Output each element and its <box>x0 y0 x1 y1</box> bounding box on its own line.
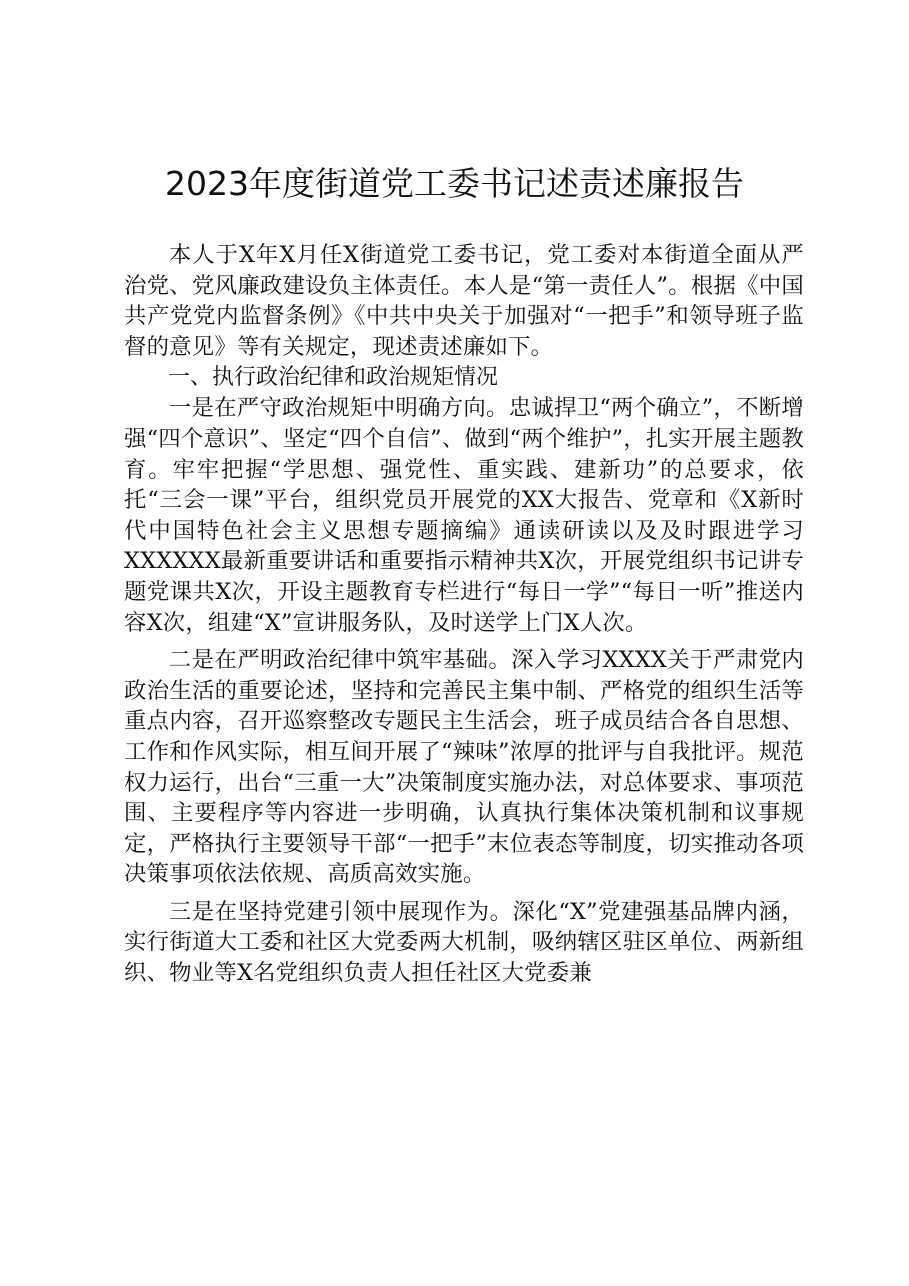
paragraph-political-rules: 一是在严守政治规矩中明确方向。忠诚捍卫“两个确立”，不断增强“四个意识”、坚定“四个自信”、做到“两个维护”，扎实开展主题教育。牢牢把握“学思想、强党性、重实践、建新功”的总要求，依托“三会一课”平台，组织党员开展党的XX大报告、党章和《X新时代中国特色社会主义思想专题摘编》通读研读以及及时跟进学习XXXXXX最新重要讲话和重要指示精神共X次，开展党组织书记讲专题党课共X次，开设主题教育专栏进行“每日一学”“每日一听”推送内容X次，组建“X”宣讲服务队，及时送学上门X人次。 <box>124 395 804 636</box>
intro-paragraph: 本人于X年X月任X街道党工委书记，党工委对本街道全面从严治党、党风廉政建设负主体责任。本人是“第一责任人”。根据《中国共产党党内监督条例》《中共中央关于加强对“一把手”和领导班子监督的意见》等有关规定，现述责述廉如下。 <box>124 242 804 360</box>
document-title: 2023年度街道党工委书记述责述廉报告 <box>165 164 744 203</box>
paragraph-political-discipline: 二是在严明政治纪律中筑牢基础。深入学习XXXX关于严肃党内政治生活的重要论述，坚持和完善民主集中制、严格党的组织生活等重点内容，召开巡察整改专题民主生活会，班子成员结合各自思想、工作和作风实际，相互间开展了“辣味”浓厚的批评与自我批评。规范权力运行，出台“三重一大”决策制度实施办法，对总体要求、事项范围、主要程序等内容进一步明确，认真执行集体决策机制和议事规定，严格执行主要领导干部“一把手”末位表态等制度，切实推动各项决策事项依法依规、高质高效实施。 <box>124 647 804 888</box>
section-heading: 一、执行政治纪律和政治规矩情况 <box>168 365 499 391</box>
paragraph-party-building: 三是在坚持党建引领中展现作为。深化“X”党建强基品牌内涵，实行街道大工委和社区大党委两大机制，吸纳辖区驻区单位、两新组织、物业等X名党组织负责人担任社区大党委兼 <box>124 898 804 987</box>
document-body <box>124 240 804 989</box>
